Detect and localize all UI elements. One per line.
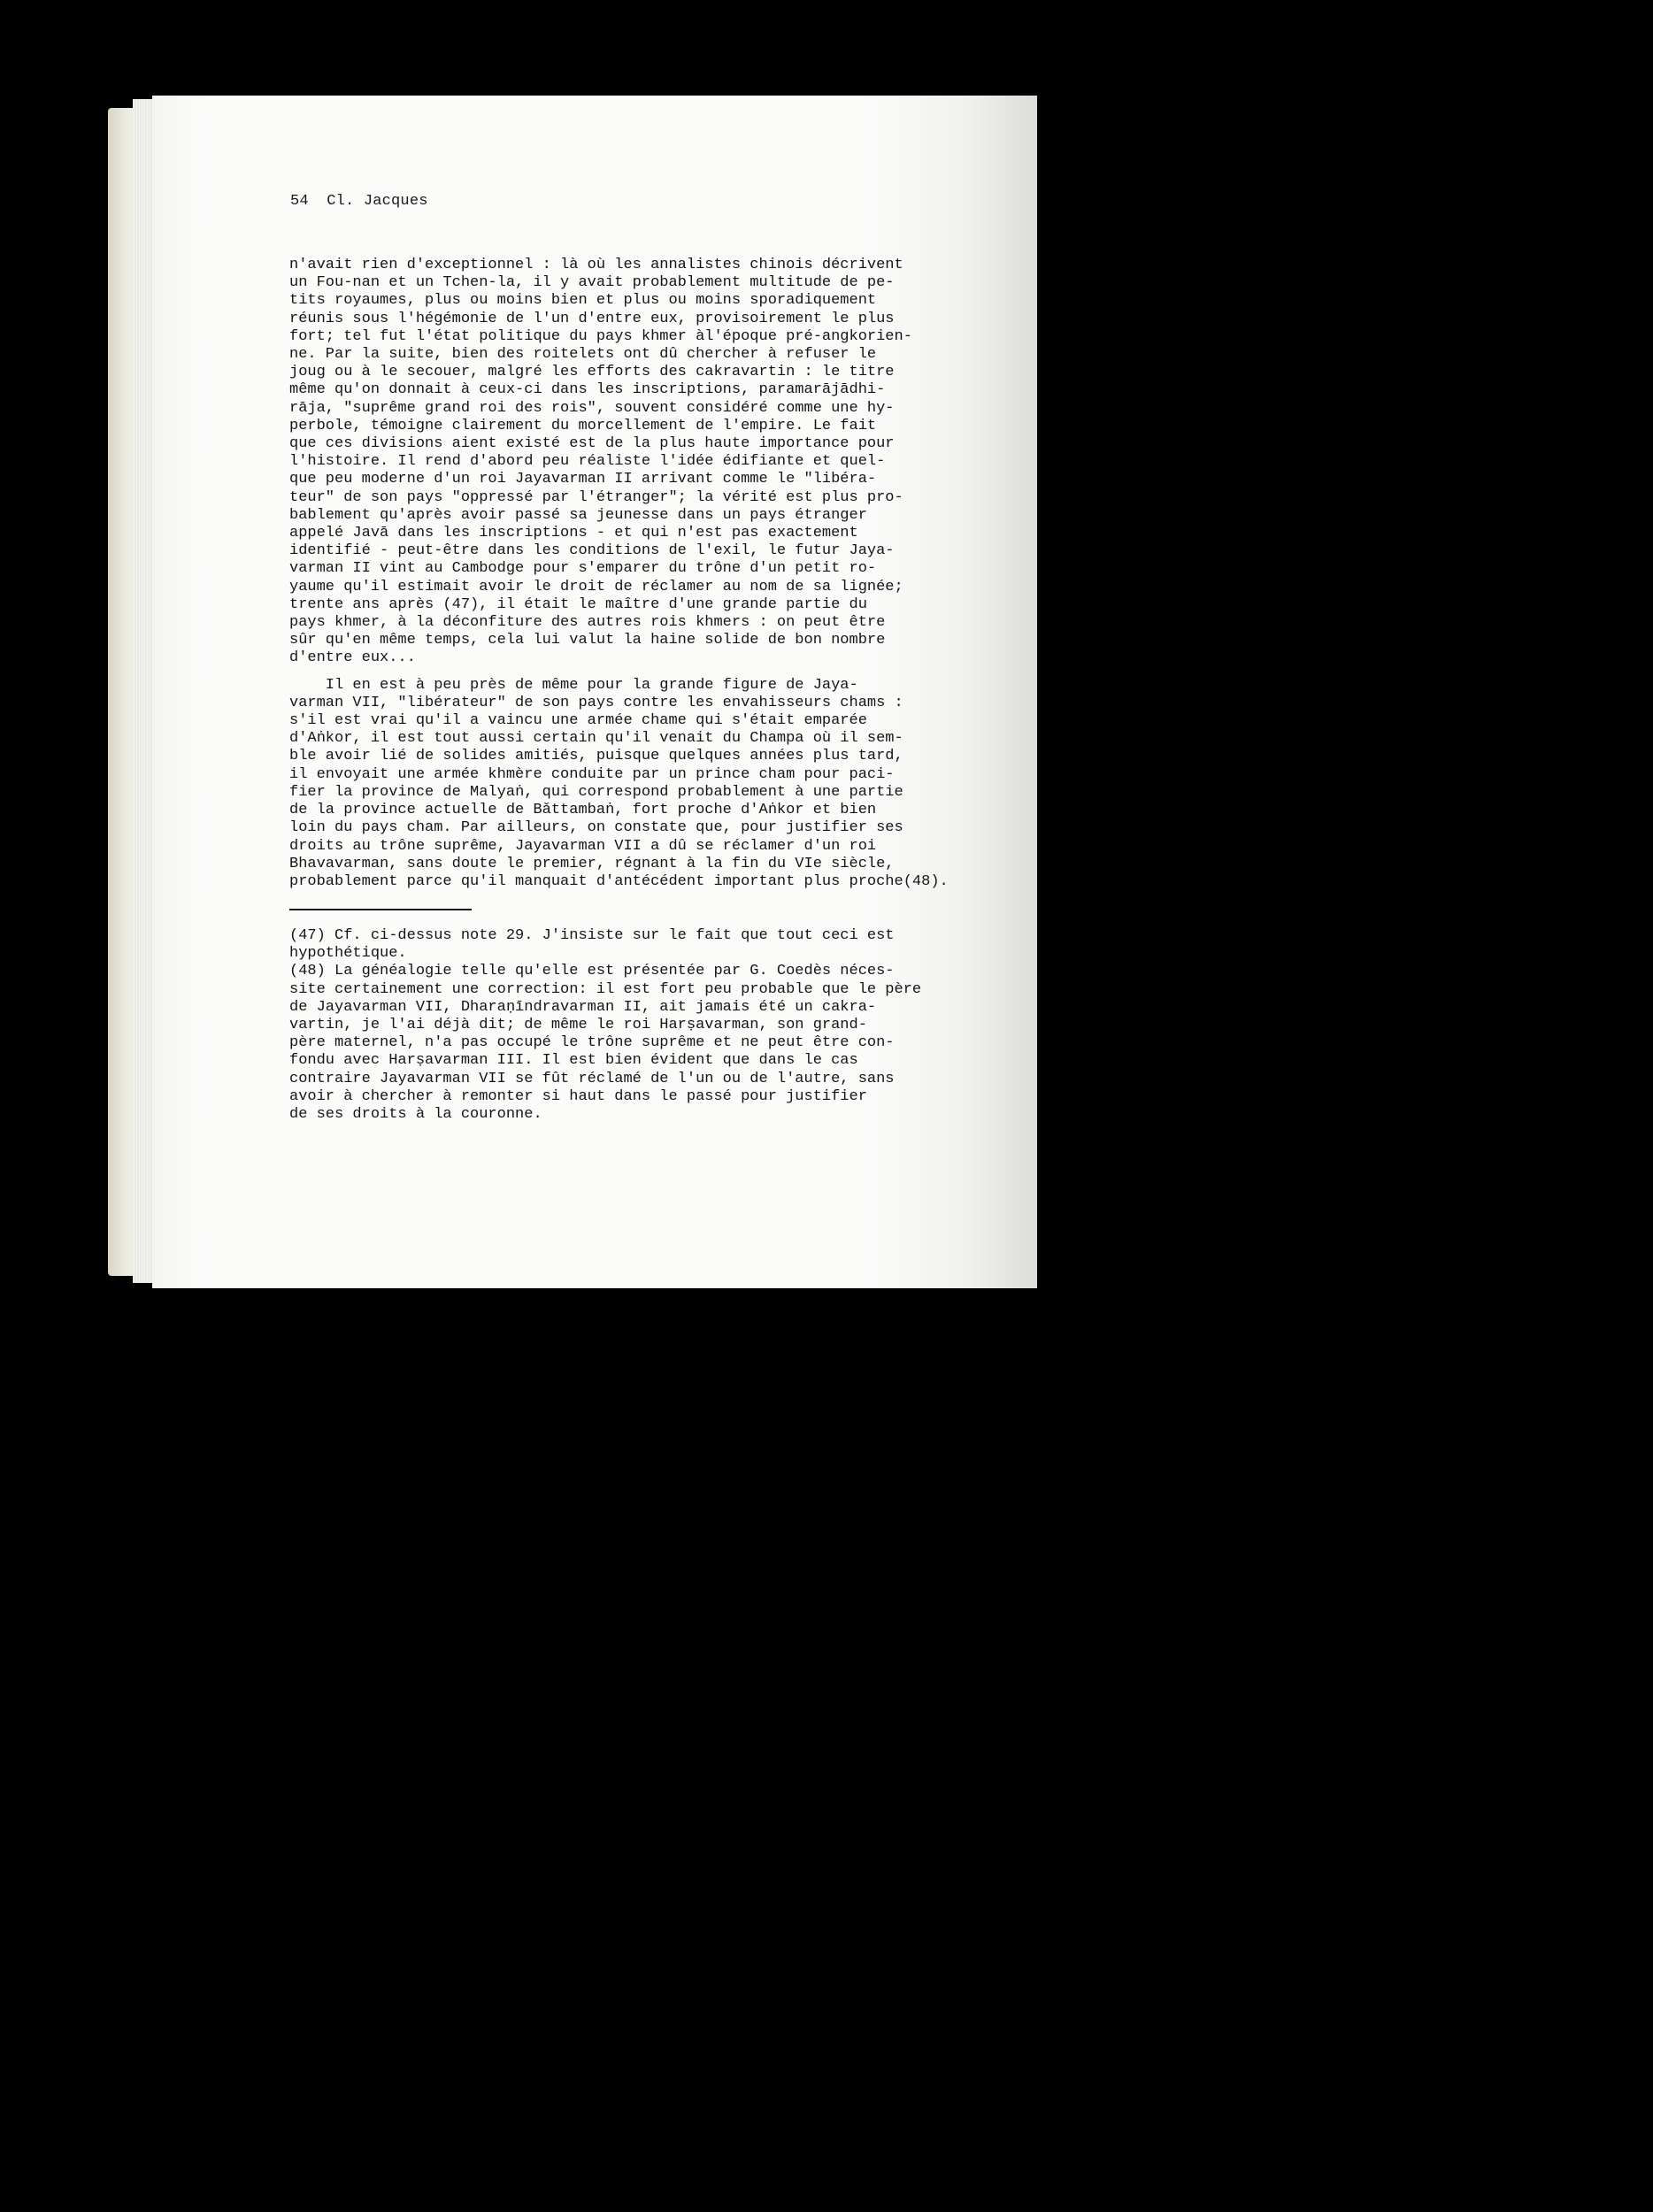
footnote-line: (48) La généalogie telle qu'elle est présentée par G. Coedès néces-	[289, 963, 895, 980]
text-line: Il en est à peu près de même pour la grande figure de Jaya-	[289, 676, 858, 694]
text-line: Bhavavarman, sans doute le premier, régnant à la fin du VIe siècle,	[289, 855, 895, 872]
text-line: droits au trône suprême, Jayavarman VII a dû se réclamer d'un roi	[289, 837, 877, 855]
running-header	[290, 193, 428, 210]
text-line: trente ans après (47), il était le maître d'une grande partie du	[289, 595, 867, 613]
text-line: varman VII, "libérateur" de son pays contre les envahisseurs chams :	[289, 694, 903, 711]
text-line: joug ou à le secouer, malgré les efforts des cakravartin : le titre	[289, 364, 895, 381]
text-line: varman II vint au Cambodge pour s'emparer du trône d'un petit ro-	[289, 560, 877, 578]
text-line: réunis sous l'hégémonie de l'un d'entre eux, provisoirement le plus	[289, 310, 895, 327]
text-line: que peu moderne d'un roi Jayavarman II arrivant comme le "libéra-	[289, 471, 877, 488]
text-line: appelé Javā dans les inscriptions - et qui n'est pas exactement	[289, 525, 858, 542]
text-line: pays khmer, à la déconfiture des autres rois khmers : on peut être	[289, 614, 886, 632]
footnote-line: contraire Jayavarman VII se fût réclamé de l'un ou de l'autre, sans	[289, 1070, 895, 1087]
text-line: fier la province de Malyaṅ, qui correspond probablement à une partie	[289, 783, 903, 801]
text-line: l'histoire. Il rend d'abord peu réaliste l'idée édifiante et quel-	[289, 453, 886, 471]
text-line: s'il est vrai qu'il a vaincu une armée chame qui s'était emparée	[289, 712, 867, 730]
text-line: même qu'on donnait à ceux-ci dans les inscriptions, paramarājādhi-	[289, 381, 886, 399]
text-line: fort; tel fut l'état politique du pays khmer àl'époque pré-angkorien-	[289, 327, 912, 345]
running-head-author: Cl. Jacques	[327, 193, 428, 210]
paragraph-gap	[289, 668, 900, 677]
text-line: identifié - peut-être dans les conditions de l'exil, le futur Jaya-	[289, 542, 895, 560]
text-line: d'entre eux...	[289, 649, 416, 667]
footnote-rule	[289, 909, 472, 910]
footnotes	[289, 927, 922, 1124]
footnote-line: hypothétique.	[289, 945, 407, 963]
text-line: n'avait rien d'exceptionnel : là où les annalistes chinois décrivent	[289, 257, 903, 273]
footnote-line: (47) Cf. ci-dessus note 29. J'insiste sur le fait que tout ceci est	[289, 927, 895, 944]
text-line: bablement qu'après avoir passé sa jeunesse dans un pays étranger	[289, 506, 867, 524]
footnote-line: père maternel, n'a pas occupé le trône suprême et ne peut être con-	[289, 1034, 895, 1052]
footnote-line: de ses droits à la couronne.	[289, 1106, 542, 1124]
text-line: tits royaumes, plus ou moins bien et plus ou moins sporadiquement	[289, 292, 877, 310]
text-line: perbole, témoigne clairement du morcellement de l'empire. Le fait	[289, 417, 877, 434]
footnote-line: fondu avec Harṣavarman III. Il est bien évident que dans le cas	[289, 1052, 858, 1070]
text-line: d'Aṅkor, il est tout aussi certain qu'il venait du Champa où il sem-	[289, 730, 903, 748]
text-line: il envoyait une armée khmère conduite par un prince cham pour paci-	[289, 765, 895, 783]
footnote-line: avoir à chercher à remonter si haut dans le passé pour justifier	[289, 1087, 867, 1105]
page-number: 54	[290, 193, 309, 210]
text-line: yaume qu'il estimait avoir le droit de réclamer au nom de sa lignée;	[289, 578, 903, 595]
footnote-line: de Jayavarman VII, Dharaṇīndravarman II, ait jamais été un cakra-	[289, 998, 877, 1016]
text-line: rāja, "suprême grand roi des rois", souvent considéré comme une hy-	[289, 399, 895, 417]
text-line: ble avoir lié de solides amitiés, puisque quelques années plus tard,	[289, 748, 903, 765]
text-line: teur" de son pays "oppressé par l'étranger"; la vérité est plus pro-	[289, 488, 903, 506]
text-line: probablement parce qu'il manquait d'antécédent important plus proche(48).	[289, 872, 949, 890]
text-line: que ces divisions aient existé est de la plus haute importance pour	[289, 435, 895, 453]
footnote-line: vartin, je l'ai déjà dit; de même le roi Harṣavarman, son grand-	[289, 1017, 867, 1034]
body-text	[289, 257, 949, 891]
text-line: sûr qu'en même temps, cela lui valut la haine solide de bon nombre	[289, 632, 886, 649]
text-line: ne. Par la suite, bien des roitelets ont dû chercher à refuser le	[289, 346, 877, 364]
text-line: un Fou-nan et un Tchen-la, il y avait probablement multitude de pe-	[289, 274, 895, 292]
text-line: loin du pays cham. Par ailleurs, on constate que, pour justifier ses	[289, 819, 903, 837]
footnote-line: site certainement une correction: il est fort peu probable que le père	[289, 980, 922, 998]
text-line: de la province actuelle de Bǎttambaṅ, fort proche d'Aṅkor et bien	[289, 802, 877, 819]
